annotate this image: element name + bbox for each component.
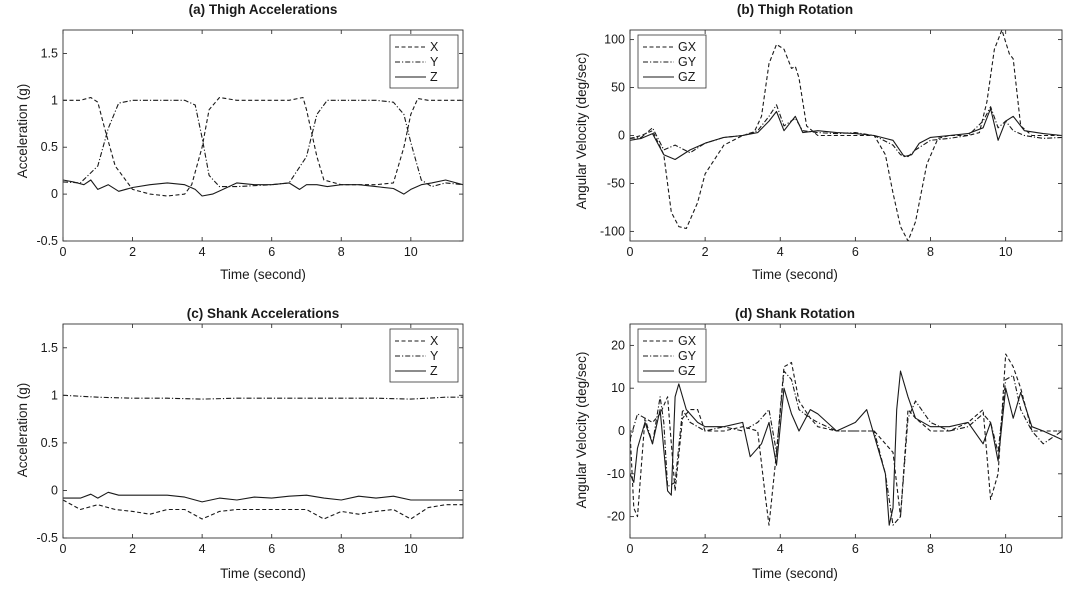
series-line-x bbox=[63, 98, 463, 197]
legend-label: Z bbox=[430, 70, 438, 84]
x-tick-label: 8 bbox=[337, 245, 345, 259]
x-tick-label: 0 bbox=[626, 245, 634, 259]
x-tick-label: 4 bbox=[198, 245, 206, 259]
x-axis-label: Time (second) bbox=[752, 267, 838, 282]
y-tick-label: 1 bbox=[51, 388, 58, 403]
y-tick-label: -20 bbox=[606, 509, 625, 524]
x-axis-label: Time (second) bbox=[752, 566, 838, 581]
y-axis-label: Acceleration (g) bbox=[15, 83, 30, 179]
x-tick-label: 4 bbox=[776, 245, 784, 259]
x-axis-label: Time (second) bbox=[220, 566, 306, 581]
y-tick-label: -0.5 bbox=[36, 234, 58, 248]
y-tick-label: 0.5 bbox=[40, 435, 58, 450]
legend-label: X bbox=[430, 334, 439, 348]
x-tick-label: 4 bbox=[198, 542, 206, 556]
y-tick-label: 50 bbox=[611, 80, 625, 95]
x-tick-label: 2 bbox=[129, 542, 137, 556]
y-tick-label: 0 bbox=[51, 187, 58, 202]
legend bbox=[638, 329, 706, 382]
legend-label: GY bbox=[678, 349, 697, 363]
panel-shank-rotation bbox=[574, 306, 1062, 581]
y-tick-label: 0.5 bbox=[40, 140, 58, 155]
legend-label: GZ bbox=[678, 70, 696, 84]
series-line-x bbox=[63, 500, 463, 519]
series-line-gz bbox=[630, 109, 1062, 160]
x-tick-label: 10 bbox=[998, 245, 1013, 259]
y-tick-label: 100 bbox=[604, 32, 625, 47]
x-tick-label: 8 bbox=[927, 245, 934, 259]
x-tick-label: 10 bbox=[998, 542, 1013, 556]
series-line-z bbox=[63, 492, 463, 502]
y-tick-label: -0.5 bbox=[36, 531, 58, 545]
panel-title: (b) Thigh Rotation bbox=[736, 2, 854, 17]
y-tick-label: 1.5 bbox=[40, 46, 58, 61]
series-line-z bbox=[63, 180, 463, 196]
y-tick-label: 10 bbox=[611, 381, 625, 396]
series-line-gy bbox=[630, 371, 1062, 525]
legend-label: GY bbox=[678, 55, 697, 69]
legend-label: X bbox=[430, 40, 439, 54]
y-tick-label: 20 bbox=[611, 338, 625, 353]
x-tick-label: 0 bbox=[626, 542, 634, 556]
series-line-gy bbox=[630, 105, 1062, 157]
y-axis-label: Angular Velocity (deg/sec) bbox=[574, 351, 589, 509]
y-tick-label: -50 bbox=[606, 176, 625, 191]
panel-shank-accelerations bbox=[15, 306, 463, 581]
panel-title: (d) Shank Rotation bbox=[735, 306, 855, 321]
legend-label: GZ bbox=[678, 364, 696, 378]
legend bbox=[390, 329, 458, 382]
x-axis-label: Time (second) bbox=[220, 267, 306, 282]
x-tick-label: 10 bbox=[403, 245, 418, 259]
panel-thigh-accelerations bbox=[15, 2, 463, 282]
x-tick-label: 2 bbox=[129, 245, 137, 259]
legend-box bbox=[390, 35, 458, 88]
y-tick-label: 0 bbox=[618, 424, 625, 438]
legend-label: GX bbox=[678, 334, 697, 348]
x-tick-label: 6 bbox=[268, 245, 276, 259]
y-tick-label: -100 bbox=[599, 224, 625, 239]
y-axis-label: Acceleration (g) bbox=[15, 382, 30, 478]
legend-label: Y bbox=[430, 55, 439, 69]
x-tick-label: 4 bbox=[776, 542, 784, 556]
y-tick-label: 0 bbox=[618, 128, 625, 143]
y-tick-label: -10 bbox=[606, 466, 625, 481]
panel-title: (c) Shank Accelerations bbox=[186, 306, 340, 321]
x-tick-label: 2 bbox=[701, 542, 709, 556]
legend bbox=[390, 35, 458, 88]
legend-label: Z bbox=[430, 364, 438, 378]
legend-label: Y bbox=[430, 349, 439, 363]
legend-box bbox=[390, 329, 458, 382]
series-line-y bbox=[63, 100, 463, 186]
y-tick-label: 1 bbox=[51, 93, 58, 108]
legend bbox=[638, 35, 706, 88]
legend-label: GX bbox=[678, 40, 697, 54]
panel-title: (a) Thigh Accelerations bbox=[188, 2, 338, 17]
y-axis-label: Angular Velocity (deg/sec) bbox=[574, 52, 589, 210]
x-tick-label: 0 bbox=[59, 542, 67, 556]
panel-thigh-rotation bbox=[574, 2, 1062, 282]
x-tick-label: 0 bbox=[59, 245, 67, 259]
series-line-y bbox=[63, 395, 463, 399]
x-tick-label: 10 bbox=[403, 542, 418, 556]
x-tick-label: 6 bbox=[851, 245, 859, 259]
x-tick-label: 8 bbox=[337, 542, 345, 556]
x-tick-label: 8 bbox=[927, 542, 934, 556]
x-tick-label: 2 bbox=[701, 245, 709, 259]
x-tick-label: 6 bbox=[851, 542, 859, 556]
y-tick-label: 1.5 bbox=[40, 340, 58, 355]
y-tick-label: 0 bbox=[51, 483, 58, 498]
x-tick-label: 6 bbox=[268, 542, 276, 556]
